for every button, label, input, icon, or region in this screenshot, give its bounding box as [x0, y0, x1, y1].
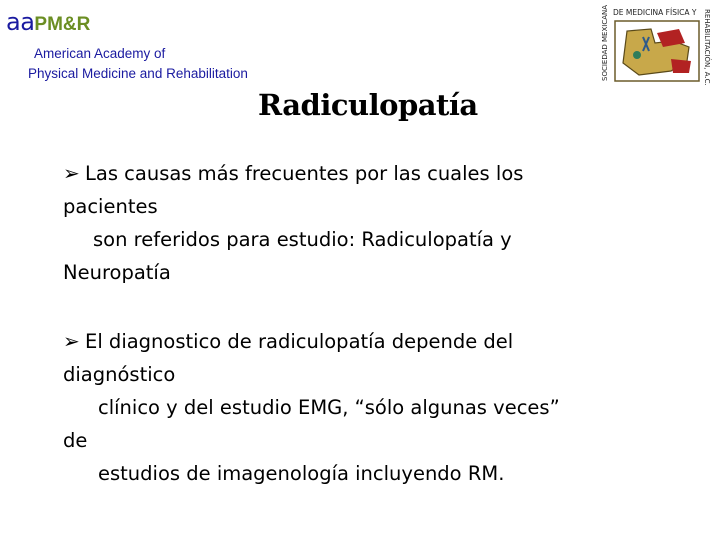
bullet-point-1: [63, 157, 703, 289]
aapmr-logo: [6, 8, 90, 39]
bullet-2-line-1: [63, 325, 703, 358]
arrow-bullet-icon: ➢: [63, 161, 80, 185]
bullet-2-text-1: El diagnostico de radiculopatía depende del: [85, 330, 514, 353]
bullet-1-line-2: pacientes: [63, 195, 158, 218]
svg-text:REHABILITACIÓN, A.C.: REHABILITACIÓN, A.C.: [703, 9, 711, 86]
bullet-1-line-1: [63, 157, 703, 190]
slide-title: Radiculopatía: [258, 88, 478, 122]
arrow-bullet-icon: ➢: [63, 329, 80, 353]
bullet-2-line-3: clínico y del estudio EMG, “sólo algunas veces”: [98, 396, 560, 419]
bullet-1-line-4: Neuropatía: [63, 261, 171, 284]
bullet-1-line-3: son referidos para estudio: Radiculopatía y: [93, 228, 512, 251]
society-seal-logo: [593, 3, 717, 89]
svg-text:DE MEDICINA FÍSICA Y: DE MEDICINA FÍSICA Y: [613, 8, 697, 17]
org-name-line2: Physical Medicine and Rehabilitation: [28, 66, 248, 81]
org-name-line1: American Academy of: [34, 46, 166, 61]
bullet-point-2: [63, 325, 703, 490]
bullet-1-text-1: Las causas más frecuentes por las cuales los: [85, 162, 524, 185]
bullet-2-line-5: estudios de imagenología incluyendo RM.: [98, 462, 505, 485]
svg-text:SOCIEDAD MEXICANA: SOCIEDAD MEXICANA: [601, 4, 609, 81]
bullet-2-line-2: diagnóstico: [63, 363, 176, 386]
logo-pmr-text: PM&R: [34, 14, 91, 35]
logo-aa-text: aa: [6, 8, 35, 36]
bullet-2-line-4: de: [63, 429, 88, 452]
